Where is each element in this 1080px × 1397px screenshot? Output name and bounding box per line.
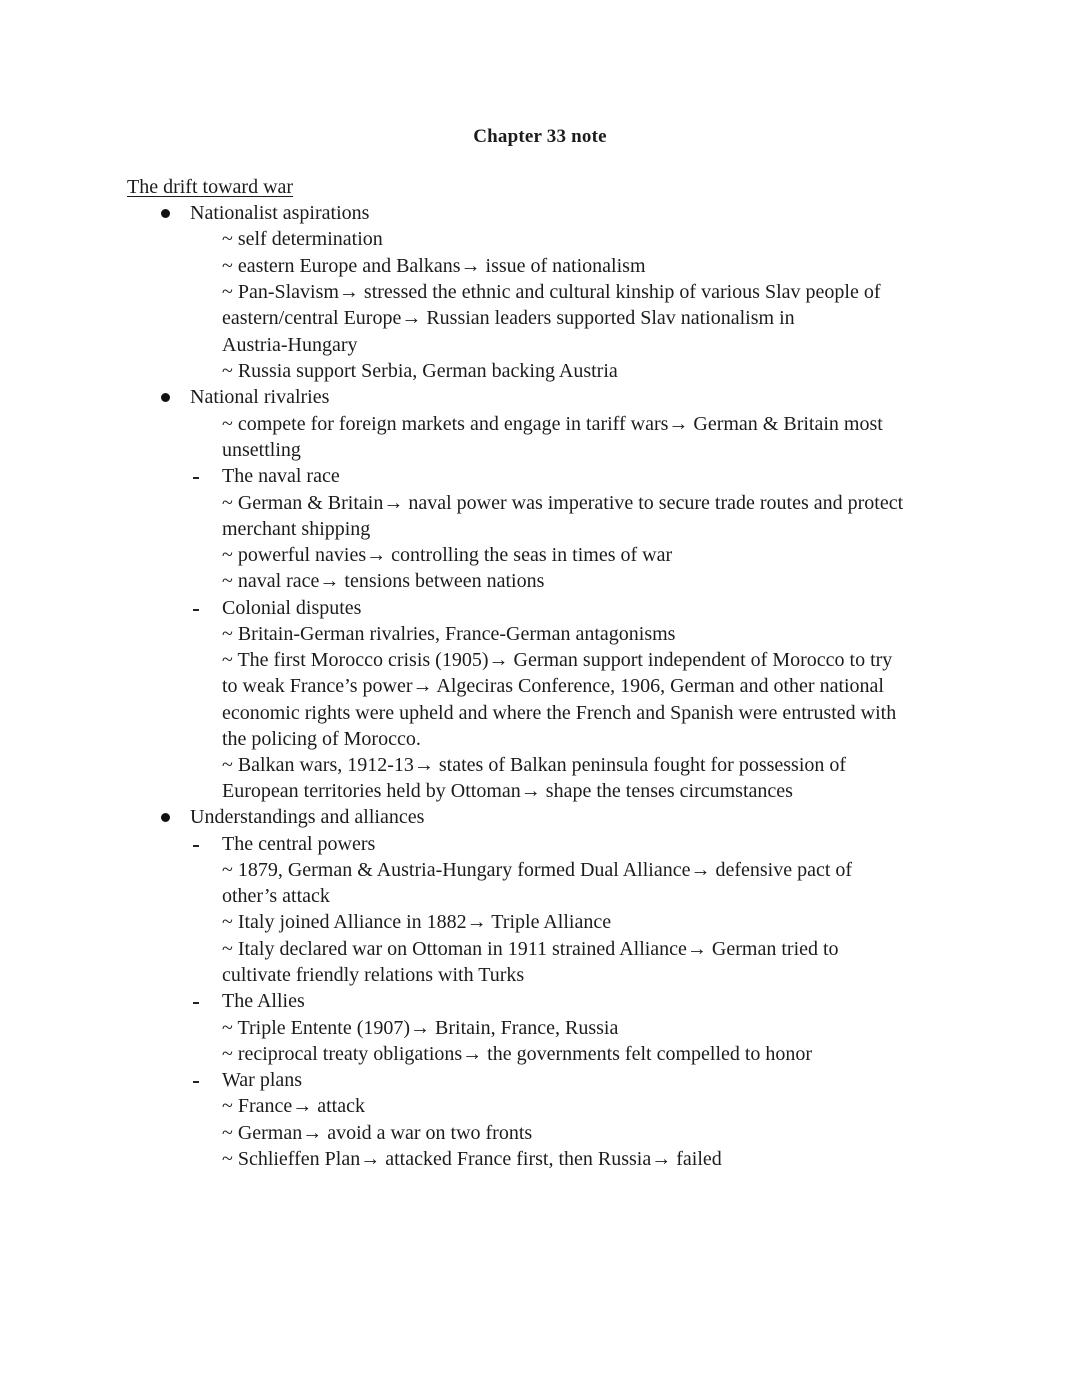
note-line: ~ eastern Europe and Balkans→ issue of nationalism bbox=[222, 255, 646, 277]
outline-item: National rivalries bbox=[190, 386, 330, 408]
note-line: merchant shipping bbox=[222, 518, 371, 540]
bullet-marker bbox=[161, 393, 170, 402]
sub-item: The Allies bbox=[222, 990, 305, 1012]
section-heading: The drift toward war bbox=[127, 176, 294, 198]
note-line: eastern/central Europe→ Russian leaders supported Slav nationalism in bbox=[222, 307, 795, 329]
sub-item: The naval race bbox=[222, 465, 340, 487]
note-line: ~ Italy joined Alliance in 1882→ Triple Alliance bbox=[222, 911, 612, 933]
note-line: ~ Pan-Slavism→ stressed the ethnic and cultural kinship of various Slav people of bbox=[222, 281, 881, 303]
dash-marker bbox=[193, 845, 199, 847]
note-line: ~ France→ attack bbox=[222, 1095, 365, 1117]
note-line: economic rights were upheld and where the French and Spanish were entrusted with bbox=[222, 702, 897, 724]
note-line: other’s attack bbox=[222, 885, 330, 907]
note-line: European territories held by Ottoman→ shape the tenses circumstances bbox=[222, 780, 793, 802]
note-line: ~ self determination bbox=[222, 228, 383, 250]
dash-marker bbox=[193, 1081, 199, 1083]
note-line: unsettling bbox=[222, 439, 301, 461]
note-line: ~ powerful navies→ controlling the seas in times of war bbox=[222, 544, 673, 566]
note-line: ~ German & Britain→ naval power was imperative to secure trade routes and protect bbox=[222, 492, 904, 514]
dash-marker bbox=[193, 1002, 199, 1004]
note-line: ~ Triple Entente (1907)→ Britain, France, Russia bbox=[222, 1017, 619, 1039]
note-line: ~ 1879, German & Austria-Hungary formed Dual Alliance→ defensive pact of bbox=[222, 859, 853, 881]
note-line: ~ The first Morocco crisis (1905)→ German support independent of Morocco to try bbox=[222, 649, 893, 671]
note-line: ~ Britain-German rivalries, France-German antagonisms bbox=[222, 623, 676, 645]
bullet-marker bbox=[161, 209, 170, 218]
note-line: Austria-Hungary bbox=[222, 334, 358, 356]
sub-item: War plans bbox=[222, 1069, 303, 1091]
note-line: ~ naval race→ tensions between nations bbox=[222, 570, 545, 592]
note-line: the policing of Morocco. bbox=[222, 728, 421, 750]
note-line: ~ compete for foreign markets and engage in tariff wars→ German & Britain most bbox=[222, 413, 883, 435]
sub-item: Colonial disputes bbox=[222, 597, 362, 619]
note-line: ~ Russia support Serbia, German backing Austria bbox=[222, 360, 618, 382]
bullet-marker bbox=[161, 813, 170, 822]
note-line: ~ German→ avoid a war on two fronts bbox=[222, 1122, 533, 1144]
note-line: ~ reciprocal treaty obligations→ the governments felt compelled to honor bbox=[222, 1043, 813, 1065]
outline-item: Understandings and alliances bbox=[190, 806, 425, 828]
note-line: ~ Schlieffen Plan→ attacked France first, then Russia→ failed bbox=[222, 1148, 722, 1170]
note-line: ~ Balkan wars, 1912-13→ states of Balkan peninsula fought for possession of bbox=[222, 754, 847, 776]
note-line: to weak France’s power→ Algeciras Conference, 1906, German and other national bbox=[222, 675, 884, 697]
note-line: cultivate friendly relations with Turks bbox=[222, 964, 525, 986]
outline-item: Nationalist aspirations bbox=[190, 202, 370, 224]
sub-item: The central powers bbox=[222, 833, 376, 855]
dash-marker bbox=[193, 477, 199, 479]
page-title: Chapter 33 note bbox=[473, 126, 607, 147]
dash-marker bbox=[193, 609, 199, 611]
note-line: ~ Italy declared war on Ottoman in 1911 strained Alliance→ German tried to bbox=[222, 938, 839, 960]
